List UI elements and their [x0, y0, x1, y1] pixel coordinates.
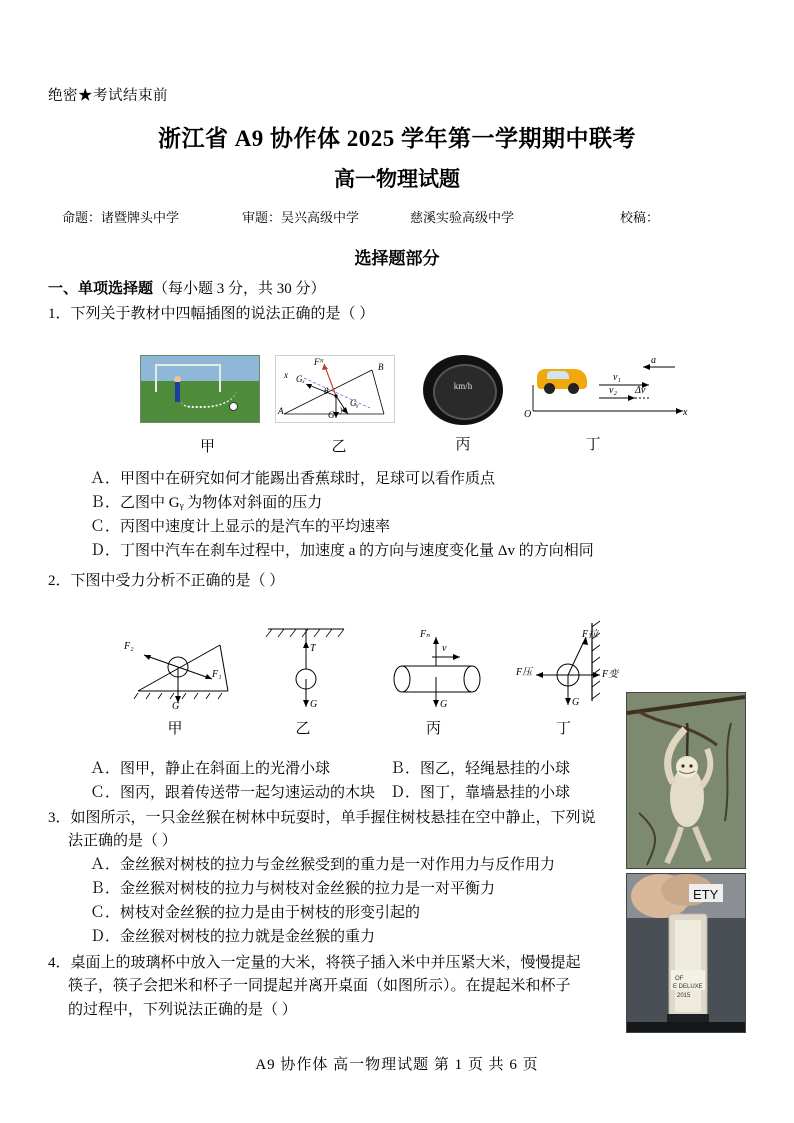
q2-option-a: Ａ．图甲，静止在斜面上的光滑小球	[90, 761, 331, 777]
q2-fig-bing	[376, 615, 506, 738]
q1-fig-ding	[523, 355, 703, 456]
label-A: A	[278, 406, 284, 416]
q2-option-d: Ｄ．图丁，靠墙悬挂的小球	[390, 785, 571, 801]
gauge-text: km/h	[453, 381, 473, 391]
label-v2: v₂	[609, 385, 617, 396]
q1-caption-yi: 乙	[331, 439, 347, 455]
q2-caption-jia: 甲	[167, 721, 183, 737]
car-deceleration-diagram	[523, 355, 688, 425]
car-icon	[537, 369, 587, 389]
q1-option-d: Ｄ．丁图中汽车在刹车过程中，加速度 a 的方向与速度变化量 Δv 的方向相同	[90, 543, 594, 559]
label-F-la: F拉	[582, 629, 599, 640]
q1-text: 下列关于教材中四幅插图的说法正确的是（ ）	[70, 306, 375, 322]
page-title: 浙江省 A9 协作体 2025 学年第一学期期中联考	[157, 126, 637, 151]
label-F1: F₁	[212, 669, 222, 680]
section-title: 选择题部分	[354, 249, 440, 268]
q1-option-b: Ｂ．乙图中 Gᵧ 为物体对斜面的压力	[90, 495, 323, 511]
q2-caption-bing: 丙	[425, 721, 441, 737]
question-2-stem	[48, 570, 748, 593]
q3-number: 3．	[48, 810, 71, 826]
q2-caption-ding: 丁	[555, 721, 571, 737]
q1-option-c: Ｃ．丙图中速度计上显示的是汽车的平均速率	[90, 519, 391, 535]
label-theta: θ	[324, 386, 329, 396]
label-T: T	[310, 643, 316, 654]
gauge-inner	[433, 364, 497, 420]
q3-option-d: Ｄ．金丝猴对树枝的拉力就是金丝猴的重力	[90, 929, 376, 945]
subject-title: 高一物理试题	[334, 167, 460, 191]
page-footer: A9 协作体 高一物理试题 第 1 页 共 6 页	[255, 1057, 539, 1073]
label-v-bing: v	[442, 643, 447, 654]
label-G-jia: G	[172, 701, 180, 712]
svg-text:E DELUXE: E DELUXE	[673, 984, 703, 990]
q1-fig-bing	[403, 355, 523, 456]
q3-option-a: Ａ．金丝猴对树枝的拉力与金丝猴受到的重力是一对作用力与反作用力	[90, 857, 556, 873]
soccer-ball-icon	[229, 402, 238, 411]
credit-reviewer: 审题：吴兴高级中学	[242, 210, 360, 225]
label-a-vector: a	[651, 355, 656, 366]
q2-fig-jia	[120, 615, 248, 738]
conveyor-block-diagram	[376, 615, 501, 715]
question-3-stem	[48, 807, 618, 830]
label-G: G	[328, 410, 335, 420]
svg-text:ETY: ETY	[693, 887, 719, 902]
player-body	[175, 382, 180, 402]
credit-reviewer2: 慈溪实验高级中学	[410, 210, 515, 225]
label-x: x	[683, 407, 688, 418]
q1-number: 1．	[48, 306, 71, 322]
q4-text-line1: 桌面上的玻璃杯中放入一定量的大米，将筷子插入米中并压紧大米，慢慢提起	[70, 955, 581, 971]
q2-option-c: Ｃ．图丙，跟着传送带一起匀速运动的木块	[90, 785, 376, 801]
incline-ball-diagram	[120, 615, 240, 715]
question-1-stem	[48, 303, 748, 326]
label-G-bing: G	[440, 699, 448, 710]
label-FN: Fᴺ	[314, 357, 324, 367]
q2-caption-yi: 乙	[295, 721, 311, 737]
label-FN-bing: Fₙ	[420, 629, 431, 640]
part1-heading-rest: （每小题 3 分，共 30 分）	[153, 281, 326, 297]
q1-fig-yi	[275, 355, 403, 456]
ball-trajectory	[181, 376, 237, 408]
part1-heading	[48, 278, 748, 301]
label-F2: F₂	[124, 641, 134, 652]
hanging-ball-diagram	[248, 615, 368, 715]
q1-fig-jia	[140, 355, 275, 456]
q1-figures	[140, 355, 703, 456]
q2-fig-ding	[506, 615, 636, 738]
label-B: B	[378, 362, 384, 372]
car-wheel-rear	[568, 383, 579, 394]
monkey-photo	[626, 692, 746, 869]
question-4-stem	[48, 952, 618, 975]
q3-text-line2: 法正确的是（ ）	[68, 833, 177, 849]
q3-text-line1: 如图所示，一只金丝猴在树林中玩耍时，单手握住树枝悬挂在空中静止，下列说	[70, 810, 596, 826]
credit-proposer: 命题：诸暨牌头中学	[62, 210, 180, 225]
label-Gx: Gₓ	[296, 374, 306, 384]
label-delta-v: Δv	[635, 385, 646, 396]
credit-proofreader: 校稿：	[620, 210, 660, 225]
q2-option-b: Ｂ．图乙，轻绳悬挂的小球	[390, 761, 571, 777]
q4-number: 4．	[48, 955, 71, 971]
q1-caption-bing: 丙	[455, 437, 471, 453]
car-window	[547, 371, 569, 379]
label-y-axis: y	[340, 404, 344, 414]
q1-option-a: Ａ．甲图中在研究如何才能踢出香蕉球时，足球可以看作质点	[90, 471, 496, 487]
chopsticks-rice-cup-photo	[626, 873, 746, 1033]
secret-label: 绝密★考试结束前	[48, 88, 168, 104]
q3-option-b: Ｂ．金丝猴对树枝的拉力与树枝对金丝猴的拉力是一对平衡力	[90, 881, 496, 897]
car-wheel-front	[544, 383, 555, 394]
label-G-ding: G	[572, 697, 580, 708]
incline-force-diagram	[275, 355, 395, 423]
wall-ball-diagram	[506, 615, 631, 715]
credits-line	[62, 207, 742, 226]
svg-text:OF: OF	[675, 976, 684, 982]
q2-text: 下图中受力分析不正确的是（ ）	[70, 573, 285, 589]
q4-text-line3: 的过程中，下列说法正确的是（ ）	[68, 1002, 297, 1018]
q4-text-line2: 筷子，筷子会把米和杯子一同提起并离开桌面（如图所示）。在提起米和杯子	[68, 978, 571, 994]
q2-number: 2．	[48, 573, 71, 589]
label-origin: O	[524, 409, 532, 420]
q3-option-c: Ｃ．树枝对金丝猴的拉力是由于树枝的形变引起的	[90, 905, 421, 921]
part1-heading-bold: 一、单项选择题	[48, 281, 154, 297]
soccer-field-image	[140, 355, 260, 423]
label-F-bian: F变	[602, 669, 619, 680]
q2-fig-yi	[248, 615, 376, 738]
label-v1: v₁	[613, 372, 621, 383]
label-Gy: Gᵧ	[350, 398, 359, 408]
label-G-yi: G	[310, 699, 318, 710]
q1-caption-ding: 丁	[585, 437, 601, 453]
speedometer-image	[419, 355, 507, 425]
svg-text:2015: 2015	[677, 993, 691, 999]
label-x-axis: x	[284, 370, 288, 380]
label-F-ya: F压	[516, 667, 533, 678]
q2-figures	[120, 615, 636, 738]
q1-caption-jia: 甲	[199, 439, 215, 455]
